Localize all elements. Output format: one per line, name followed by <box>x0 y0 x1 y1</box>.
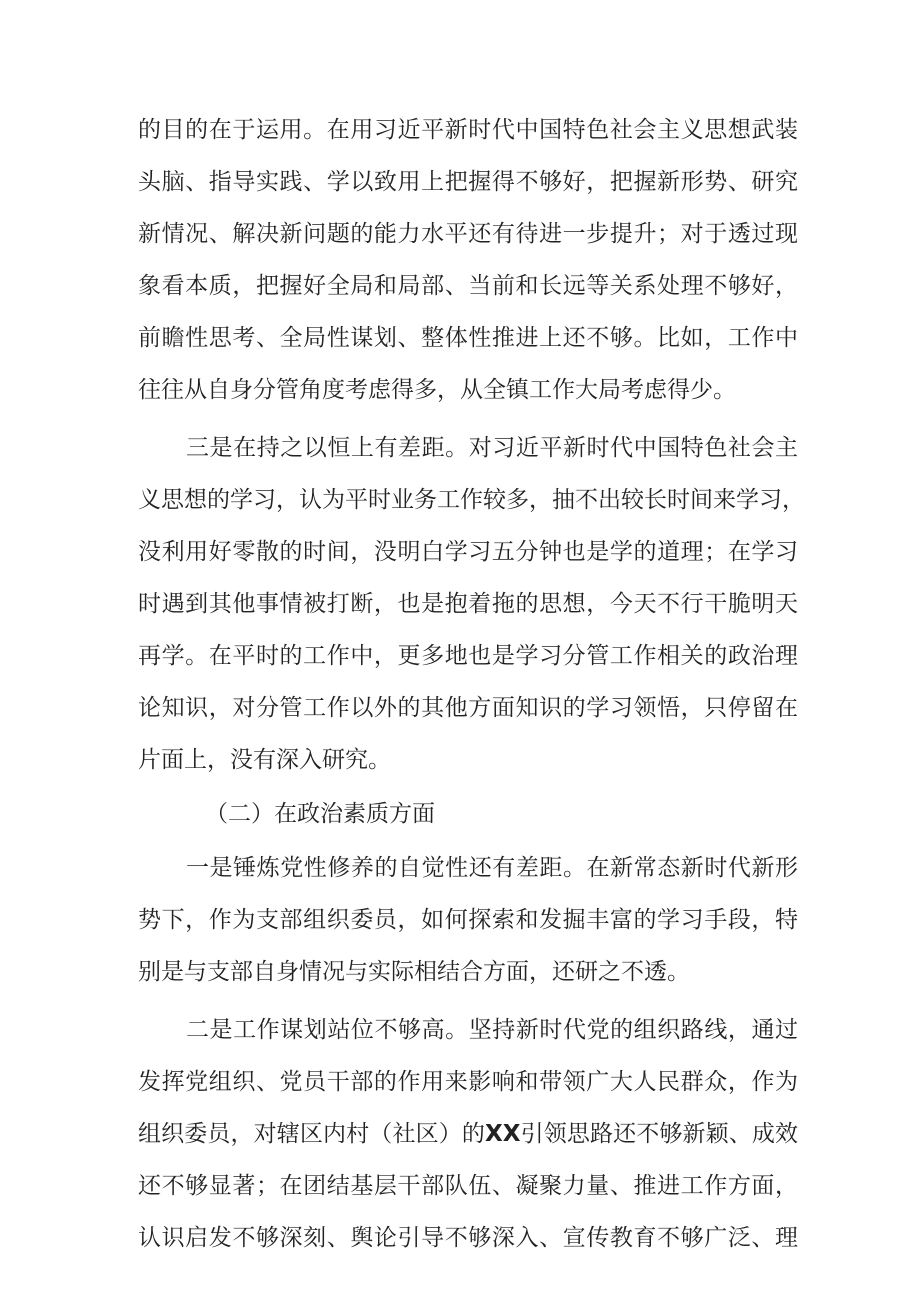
text-line: 二是工作谋划站位不够高。坚持新时代党的组织路线，通过 <box>186 1017 798 1043</box>
text-segment: 引领思路还不够新颖、成效 <box>520 1121 799 1147</box>
text-line: 论知识，对分管工作以外的其他方面知识的学习领悟，只停留在 <box>138 695 798 721</box>
text-line: 还不够显著；在团结基层干部队伍、凝聚力量、推进工作方面， <box>138 1173 798 1199</box>
text-line: 片面上，没有深入研究。 <box>138 747 391 773</box>
text-line: 别是与支部自身情况与实际相结合方面，还研之不透。 <box>138 959 690 985</box>
text-line <box>138 1114 798 1154</box>
text-line: 头脑、指导实践、学以致用上把握得不够好，把握新形势、研究 <box>138 169 798 195</box>
text-line: 时遇到其他事情被打断，也是抱着拖的思想，今天不行干脆明天 <box>138 591 798 617</box>
text-line: 象看本质，把握好全局和局部、当前和长远等关系处理不够好， <box>138 273 798 299</box>
placeholder-xx: XX <box>484 1121 521 1147</box>
text-line: 新情况、解决新问题的能力水平还有待进一步提升；对于透过现 <box>138 221 798 247</box>
text-segment: 组织委员，对辖区内村（社区）的 <box>138 1121 485 1147</box>
text-line: 势下，作为支部组织委员，如何探索和发掘丰富的学习手段，特 <box>138 907 798 933</box>
text-line: 一是锤炼党性修养的自觉性还有差距。在新常态新时代新形 <box>186 855 798 881</box>
text-line: 往往从自身分管角度考虑得多，从全镇工作大局考虑得少。 <box>138 377 736 403</box>
text-line: 的目的在于运用。在用习近平新时代中国特色社会主义思想武装 <box>138 117 798 143</box>
text-line: 三是在持之以恒上有差距。对习近平新时代中国特色社会主 <box>186 435 798 461</box>
text-line: 认识启发不够深刻、舆论引导不够深入、宣传教育不够广泛、理 <box>138 1225 798 1251</box>
text-line: 发挥党组织、党员干部的作用来影响和带领广大人民群众，作为 <box>138 1069 798 1095</box>
text-line: 再学。在平时的工作中，更多地也是学习分管工作相关的政治理 <box>138 643 798 669</box>
text-line: 没利用好零散的时间，没明白学习五分钟也是学的道理；在学习 <box>138 539 798 565</box>
section-heading: （二）在政治素质方面 <box>205 801 435 827</box>
text-line: 前瞻性思考、全局性谋划、整体性推进上还不够。比如，工作中 <box>138 325 798 351</box>
text-line: 义思想的学习，认为平时业务工作较多，抽不出较长时间来学习， <box>138 487 805 513</box>
